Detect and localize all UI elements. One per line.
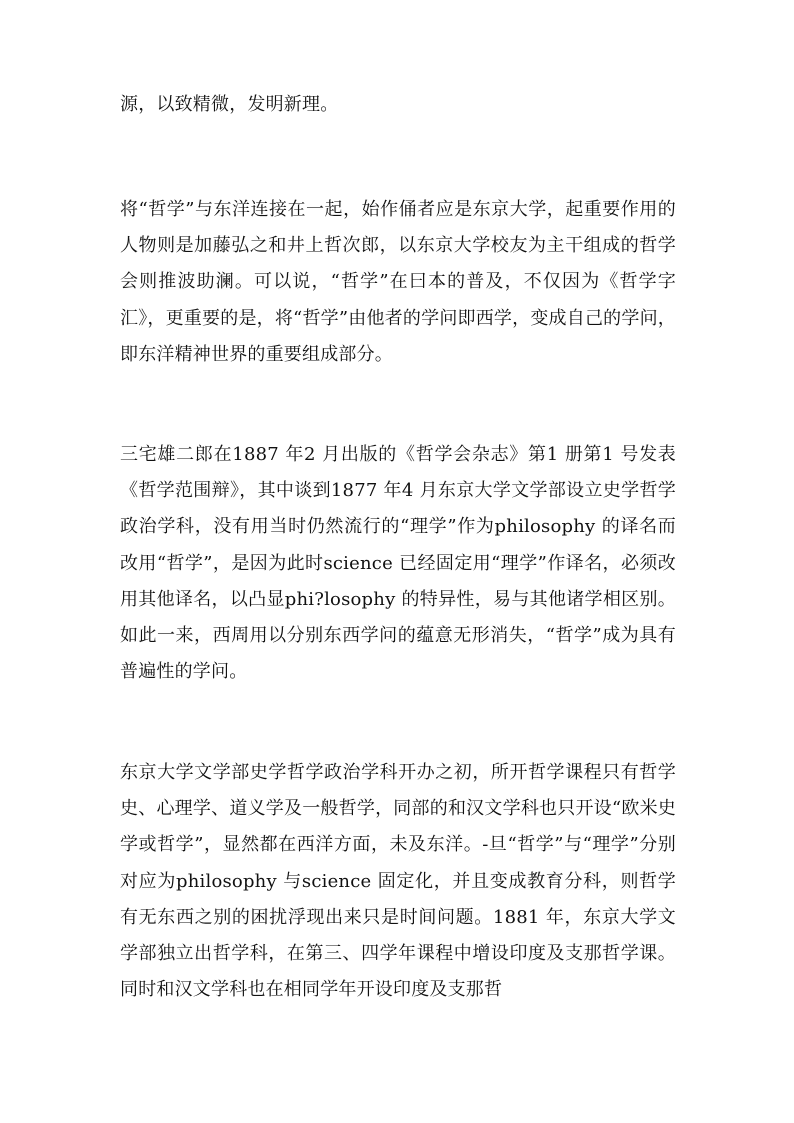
paragraph-1: 源，以致精微，发明新理。 [120, 94, 339, 115]
paragraph-4: 东京大学文学部史学哲学政治学科开办之初，所开哲学课程只有哲学史、心理学、道义学及一般哲学，同部的和汉文学科也只开设“欧米史学或哲学”，显然都在西洋方面，未及东洋。-旦“哲学”与“理学”分别对应为philosophy 与science 固定化，并且变成教育分科，则哲学有无东西之别的困扰浮现出来只是时间问题。1881 年，东京大学文学部独立出哲学科，在第三、四学年课程中增设印度及支那哲学课。同时和汉文学科也在相同学年开设印度及支那哲 [120, 762, 676, 1001]
paragraph-2: 将“哲学”与东洋连接在一起，始作俑者应是东京大学，起重要作用的人物则是加藤弘之和井上哲次郎，以东京大学校友为主干组成的哲学会则推波助澜。可以说，“哲学”在曰本的普及，不仅因为《哲学字汇》，更重要的是，将“哲学”由他者的学问即西学，变成自己的学问，即东洋精神世界的重要组成部分。 [120, 199, 676, 365]
paragraph-3: 三宅雄二郎在1887 年2 月出版的《哲学会杂志》第1 册第1 号发表《哲学范围辩》，其中谈到1877 年4 月东京大学文学部设立史学哲学政治学科，没有用当时仍然流行的“理学”作为philosophy 的译名而改用“哲学”，是因为此时science 已经固定用“理学”作译名，必须改用其他译名，以凸显phi?losophy 的特异性，易与其他诸学相区别。如此一来，西周用以分别东西学问的蕴意无形消失，“哲学”成为具有普遍性的学问。 [120, 444, 676, 683]
